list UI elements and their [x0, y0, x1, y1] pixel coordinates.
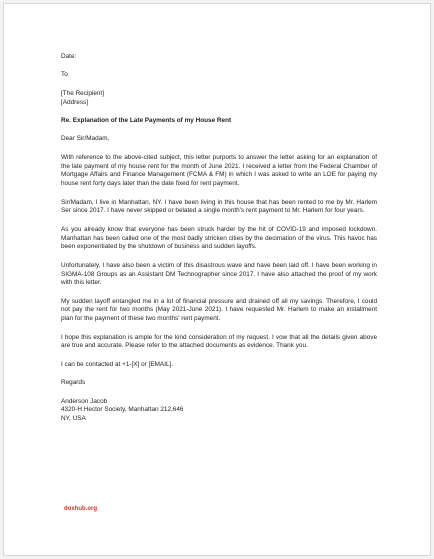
- letter-body: [61, 53, 377, 434]
- signature-block: [61, 398, 377, 424]
- watermark-link[interactable]: doxhub.org: [64, 506, 97, 512]
- sender-address: 4320-H Hector Society, Manhattan 212,646: [61, 406, 184, 414]
- to-line: To: [61, 71, 68, 79]
- paragraph-3: As you already know that everyone has been struck harder by the hit of COVID-19 and imposed lockdown. Manhattan has been called one of the most badly stricken cities by the decimation of the virus. This havoc has been exponentiated by the shutdown of business and sudden layoffs.: [61, 225, 377, 251]
- paragraph-2: Sir/Madam, I live in Manhattan, NY. I have been living in this house that has been rented to me by Mr. Harlem Ser since 2017. I have never skipped or belated a single month's rent payment to Mr. Harlem for four years.: [61, 198, 377, 215]
- closing: Regards: [61, 379, 86, 387]
- paragraph-5: My sudden layoff entangled me in a lot of financial pressure and drained off all my savings. Therefore, I could not pay the rent for two months (May 2021-June 2021). I have requested Mr. Harlem to make an installment plan for the payment of these two months' rent payment.: [61, 297, 377, 323]
- sender-name: Anderson Jacob: [61, 397, 108, 405]
- date-line: Date:: [61, 53, 77, 60]
- sender-city: NY, USA: [61, 415, 86, 423]
- subject-line: Re. Explanation of the Late Payments of my House Rent: [61, 116, 232, 124]
- recipient-block: [61, 90, 377, 108]
- document-page: [3, 3, 431, 556]
- paragraph-1: With reference to the above-cited subject, this letter purports to answer the letter asking for an explanation of the late payment of my house rent for the month of June 2021. I received a letter from the Federal Chamber of Mortgage Affairs and Finance Management (FCMA & FM) in which I was asked to write an LOE for paying my house rent forty days later than the date fixed for rent payment.: [61, 153, 377, 188]
- salutation: Dear Sir/Madam,: [61, 135, 110, 143]
- recipient-address: [Address]: [61, 98, 88, 106]
- contact-line: I can be contacted at +1-[X] or [EMAIL].: [61, 360, 174, 368]
- recipient-name: [The Recipient]: [61, 89, 104, 97]
- paragraph-6: I hope this explanation is ample for the kind consideration of my request. I vow that all the details given above are true and accurate. Please refer to the attached documents as evidence. Thank you.: [61, 333, 377, 350]
- paragraph-4: Unfortunately, I have also been a victim of this disastrous wave and have been laid off. I have been working in SIGMA-108 Groups as an Assistant DM Technographer since 2017. I have also attached the proof of my work with this letter.: [61, 261, 377, 287]
